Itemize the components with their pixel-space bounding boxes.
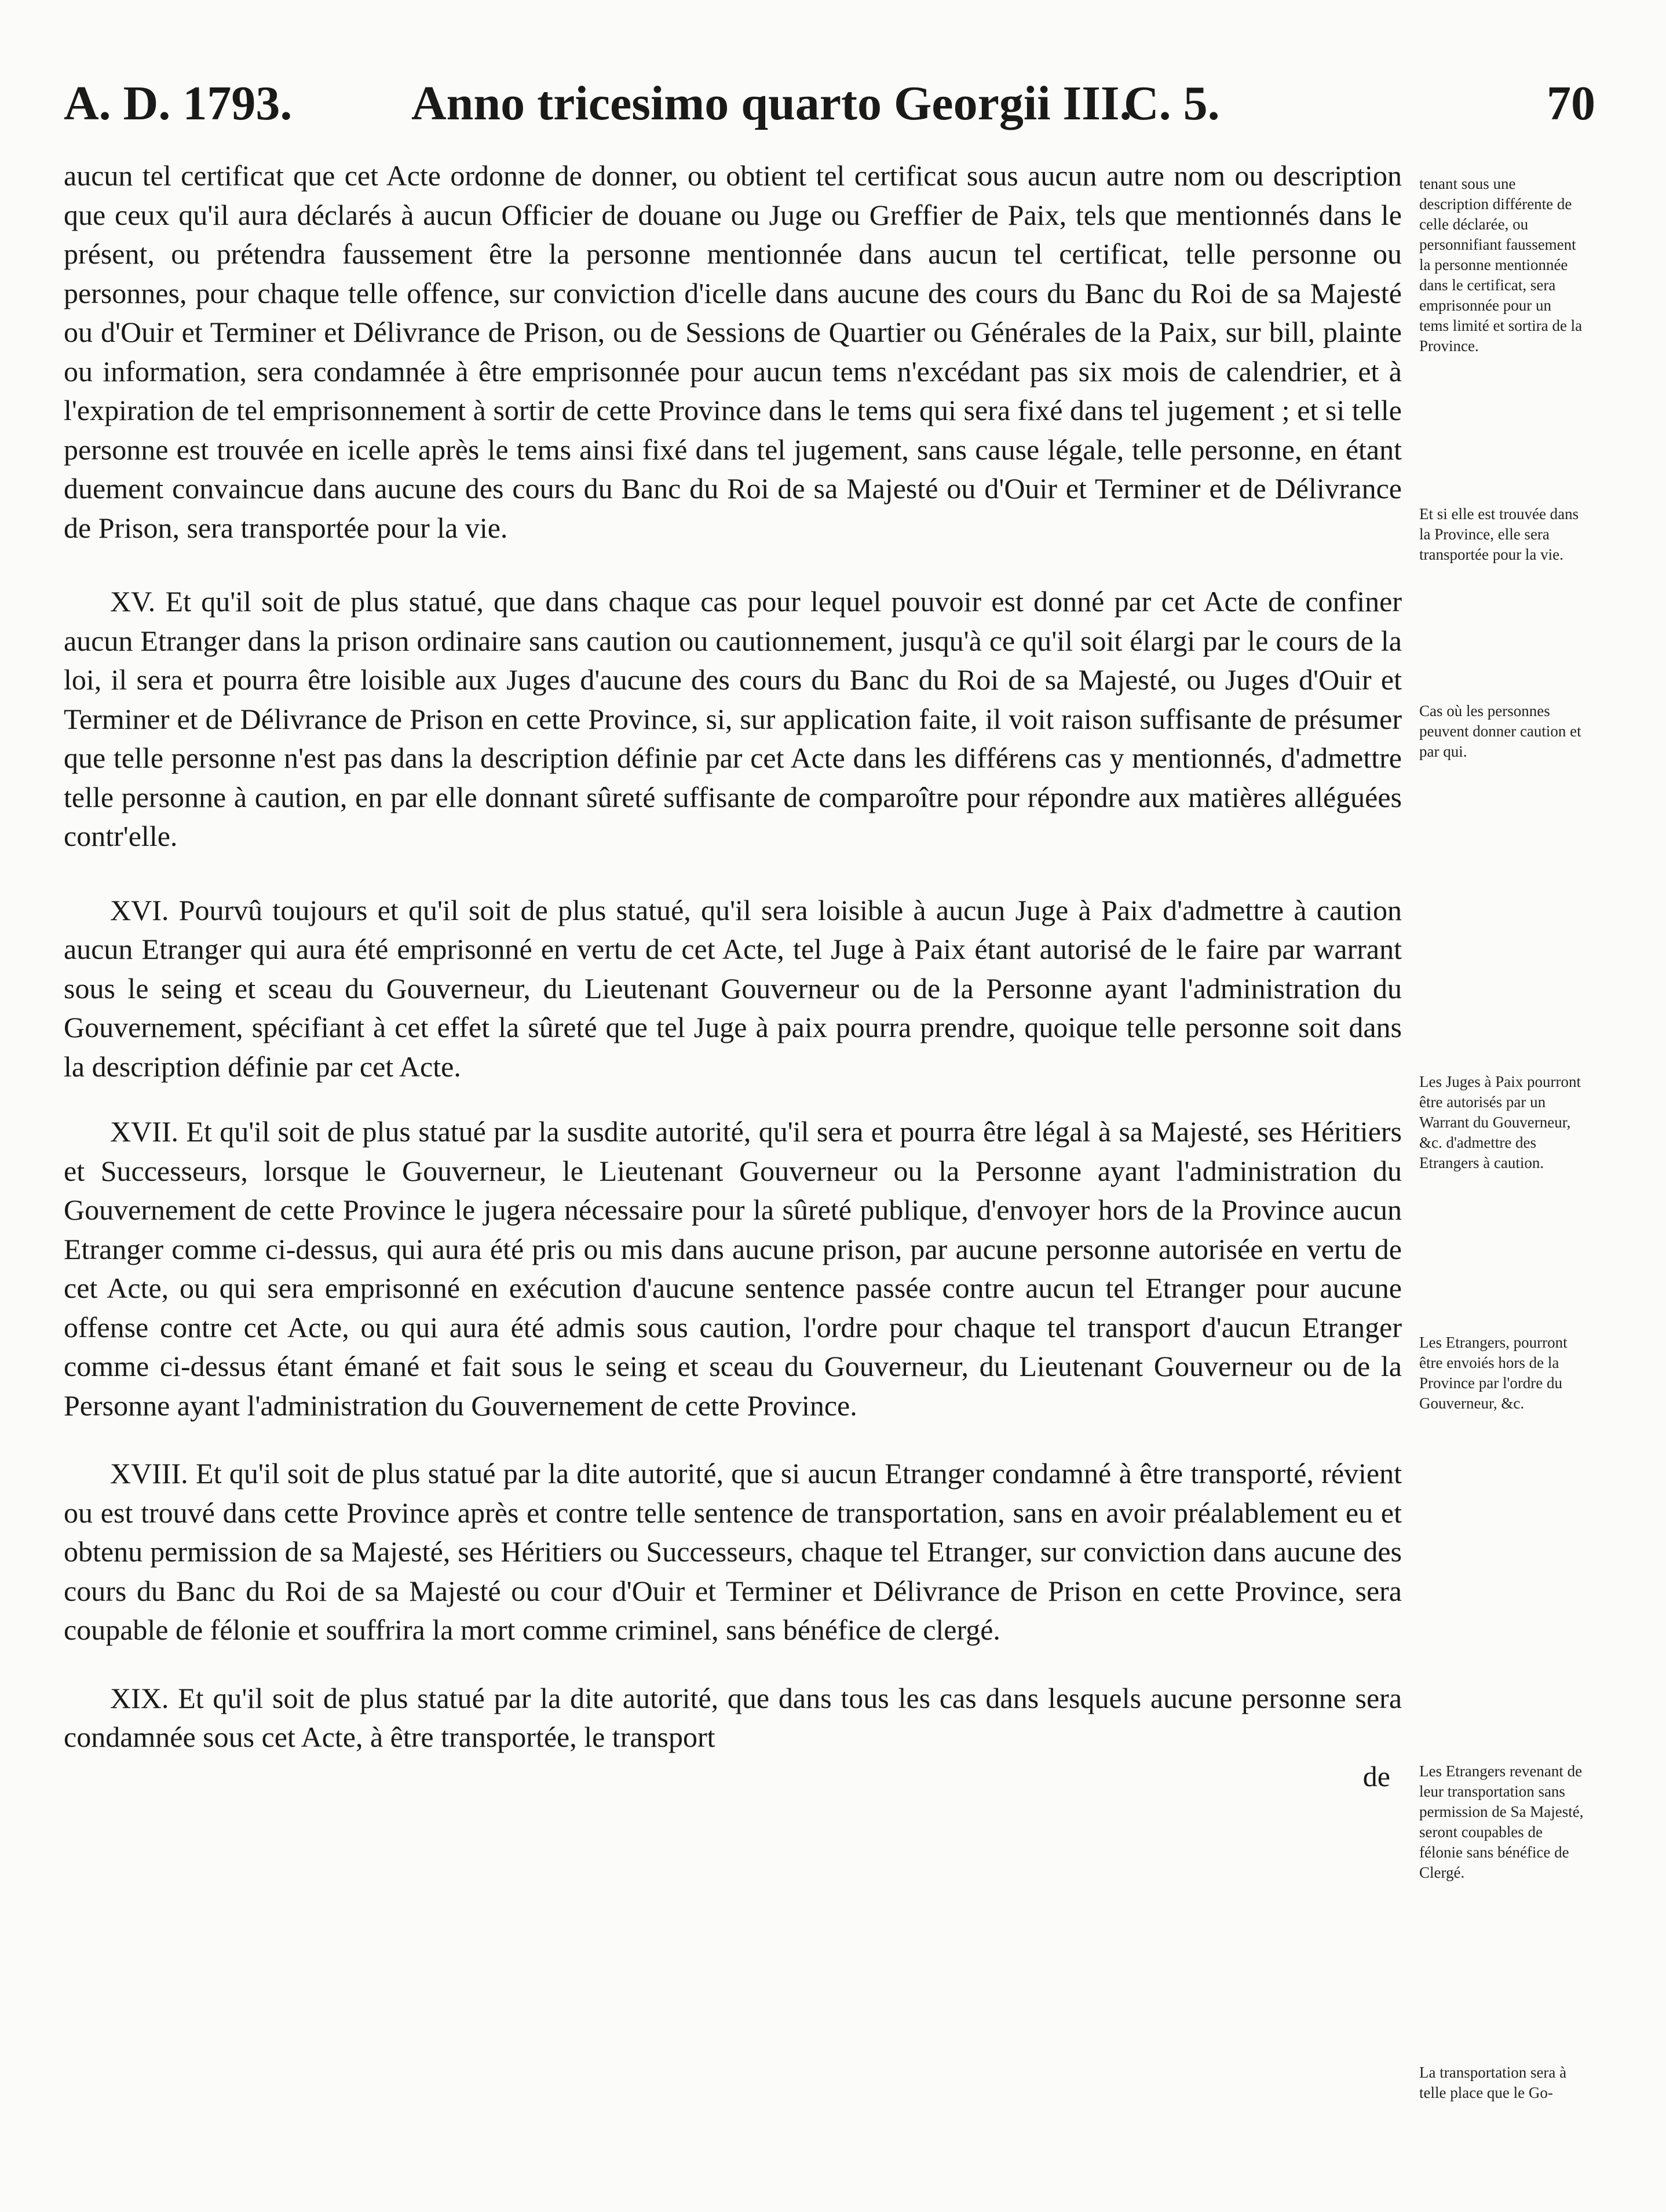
section-xix [64,1679,1402,1757]
paragraph-text: Pourvû toujours et qu'il soit de plus statué, qu'il sera loisible à aucun Juge à Paix d'admettre à caution aucun Etranger qui aura été emprisonné en vertu de cet Acte, tel Juge à Paix étant autorisé de le faire par warrant sous le seing et sceau du Gouverneur, du Lieutenant Gouverneur ou de la Personne ayant l'administration du Gouvernement, spécifiant à cet effet la sûreté que tel Juge à paix pourra prendre, quoique telle personne soit dans la description définie par cet Acte. [64,893,1402,1083]
section-number: XV. [110,585,156,618]
margin-note: Les Juges à Paix pourront être autorisés par un Warrant du Gouverneur, &c. d'admettre des Etrangers à caution. [1419,1073,1581,1171]
section-xvii [64,1112,1402,1425]
header-title: Anno tricesimo quarto Georgii III. [411,76,1132,130]
paragraph-text: Et qu'il soit de plus statué par la dite autorité, que si aucun Etranger condamné à être transporté, révient ou est trouvé dans cette Province après et contre telle sentence de transportation, sans en avoir préalablement eu et obtenu permission de sa Majesté, ses Héritiers ou Successeurs, chaque tel Etranger, sur conviction dans aucune des cours du Banc du Roi de sa Majesté ou cour d'Ouir et Terminer et Délivrance de Prison en cette Province, sera coupable de félonie et souffrira la mort comme criminel, sans bénéfice de clergé. [64,1457,1402,1646]
margin-note: Les Etrangers revenant de leur transportation sans permission de Sa Majesté, seront coupables de félonie sans bénéfice de Clergé. [1419,1762,1584,1881]
margin-note: Les Etrangers, pourront être envoiés hors de la Province par l'ordre du Gouverneur, &c. [1419,1334,1568,1412]
margin-note: Et si elle est trouvée dans la Province, elle sera transportée pour la vie. [1419,505,1579,563]
section-xv [64,582,1402,856]
section-number: XVI. [110,893,169,926]
paragraph-text: Et qu'il soit de plus statué, que dans chaque cas pour lequel pouvoir est donné par cet Acte de confiner aucun Etranger dans la prison ordinaire sans caution ou cautionnement, jusqu'à ce qu'il soit élargi par le cours de la loi, il sera et pourra être loisible aux Juges d'aucune des cours du Banc du Roi de sa Majesté, ou Juges d'Ouir et Terminer et de Délivrance de Prison en cette Province, si, sur application faite, il voit raison suffisante de présumer que telle personne n'est pas dans la description définie par cet Acte dans les différens cas y mentionnés, d'admettre telle personne à caution, en par elle donnant sûreté suffisante de comparoître pour répondre aux matières alléguées contr'elle. [64,585,1402,852]
section-xvi [64,891,1402,1087]
section-number: XVIII. [110,1457,188,1490]
running-header [64,75,1605,145]
main-text [64,156,1402,1796]
margin-note: Cas où les personnes peuvent donner caution et par qui. [1419,702,1581,760]
section-number: XVII. [110,1115,179,1148]
section-number: XIX. [110,1681,169,1714]
page-number: 70 [1547,76,1595,130]
margin-note: tenant sous une description différente de celle déclarée, ou personnifiant faussement la personne mentionnée dans le certificat, sera emprisonnée pour un tems limité et sortira de la Province. [1419,175,1583,355]
section-xviii [64,1454,1402,1650]
paragraph-continuation [64,156,1402,547]
paragraph-text: Et qu'il soit de plus statué par la susdite autorité, qu'il sera et pourra être légal à sa Majesté, ses Héritiers et Successeurs, lorsque le Gouverneur, le Lieutenant Gouverneur ou la Personne ayant l'administration du Gouvernement de cette Province le jugera nécessaire pour la sûreté publique, d'envoyer hors de la Province aucun Etranger comme ci-dessus, qui aura été pris ou mis dans aucune prison, par aucune personne autorisée en vertu de cet Acte, ou qui sera emprisonné en exécution d'aucune sentence passée contre aucun tel Etranger pour aucune offense contre cet Acte, ou qui aura été admis sous caution, l'ordre pour chaque tel transport d'aucun Etranger comme ci-dessus étant émané et fait sous le seing et sceau du Gouverneur, du Lieutenant Gouverneur ou de la Personne ayant l'administration du Gouvernement de cette Province. [64,1115,1402,1422]
catchword: de [1362,1760,1390,1793]
paragraph-text: Et qu'il soit de plus statué par la dite autorité, que dans tous les cas dans lesquels aucune personne sera condamnée sous cet Acte, à être transportée, le transport [64,1681,1402,1753]
paragraph-text: aucun tel certificat que cet Acte ordonne de donner, ou obtient tel certificat sous aucun autre nom ou description que ceux qu'il aura déclarés à aucun Officier de douane ou Juge ou Greffier de Paix, tels que mentionnés dans le présent, ou prétendra faussement être la personne mentionnée dans aucun tel certificat, telle personne ou personnes, pour chaque telle offence, sur conviction d'icelle dans aucune des cours du Banc du Roi de sa Majesté ou d'Ouir et Terminer et Délivrance de Prison, ou de Sessions de Quartier ou Générales de la Paix, sur bill, plainte ou information, sera condamnée à être emprisonnée pour aucun tems n'excédant pas six mois de calendrier, et à l'expiration de tel emprisonnement à sortir de cette Province dans le tems qui sera fixé dans tel jugement ; et si telle personne est trouvée en icelle après le tems ainsi fixé dans tel jugement, sans cause légale, telle personne, en étant duement convaincue dans aucune des cours du Banc du Roi de sa Majesté ou d'Ouir et Terminer et de Délivrance de Prison, sera transportée pour la vie. [64,159,1402,544]
header-chapter: C. 5. [1124,76,1220,130]
margin-note: La transportation sera à telle place que le Go- [1419,2064,1567,2101]
header-year: A. D. 1793. [64,76,293,130]
